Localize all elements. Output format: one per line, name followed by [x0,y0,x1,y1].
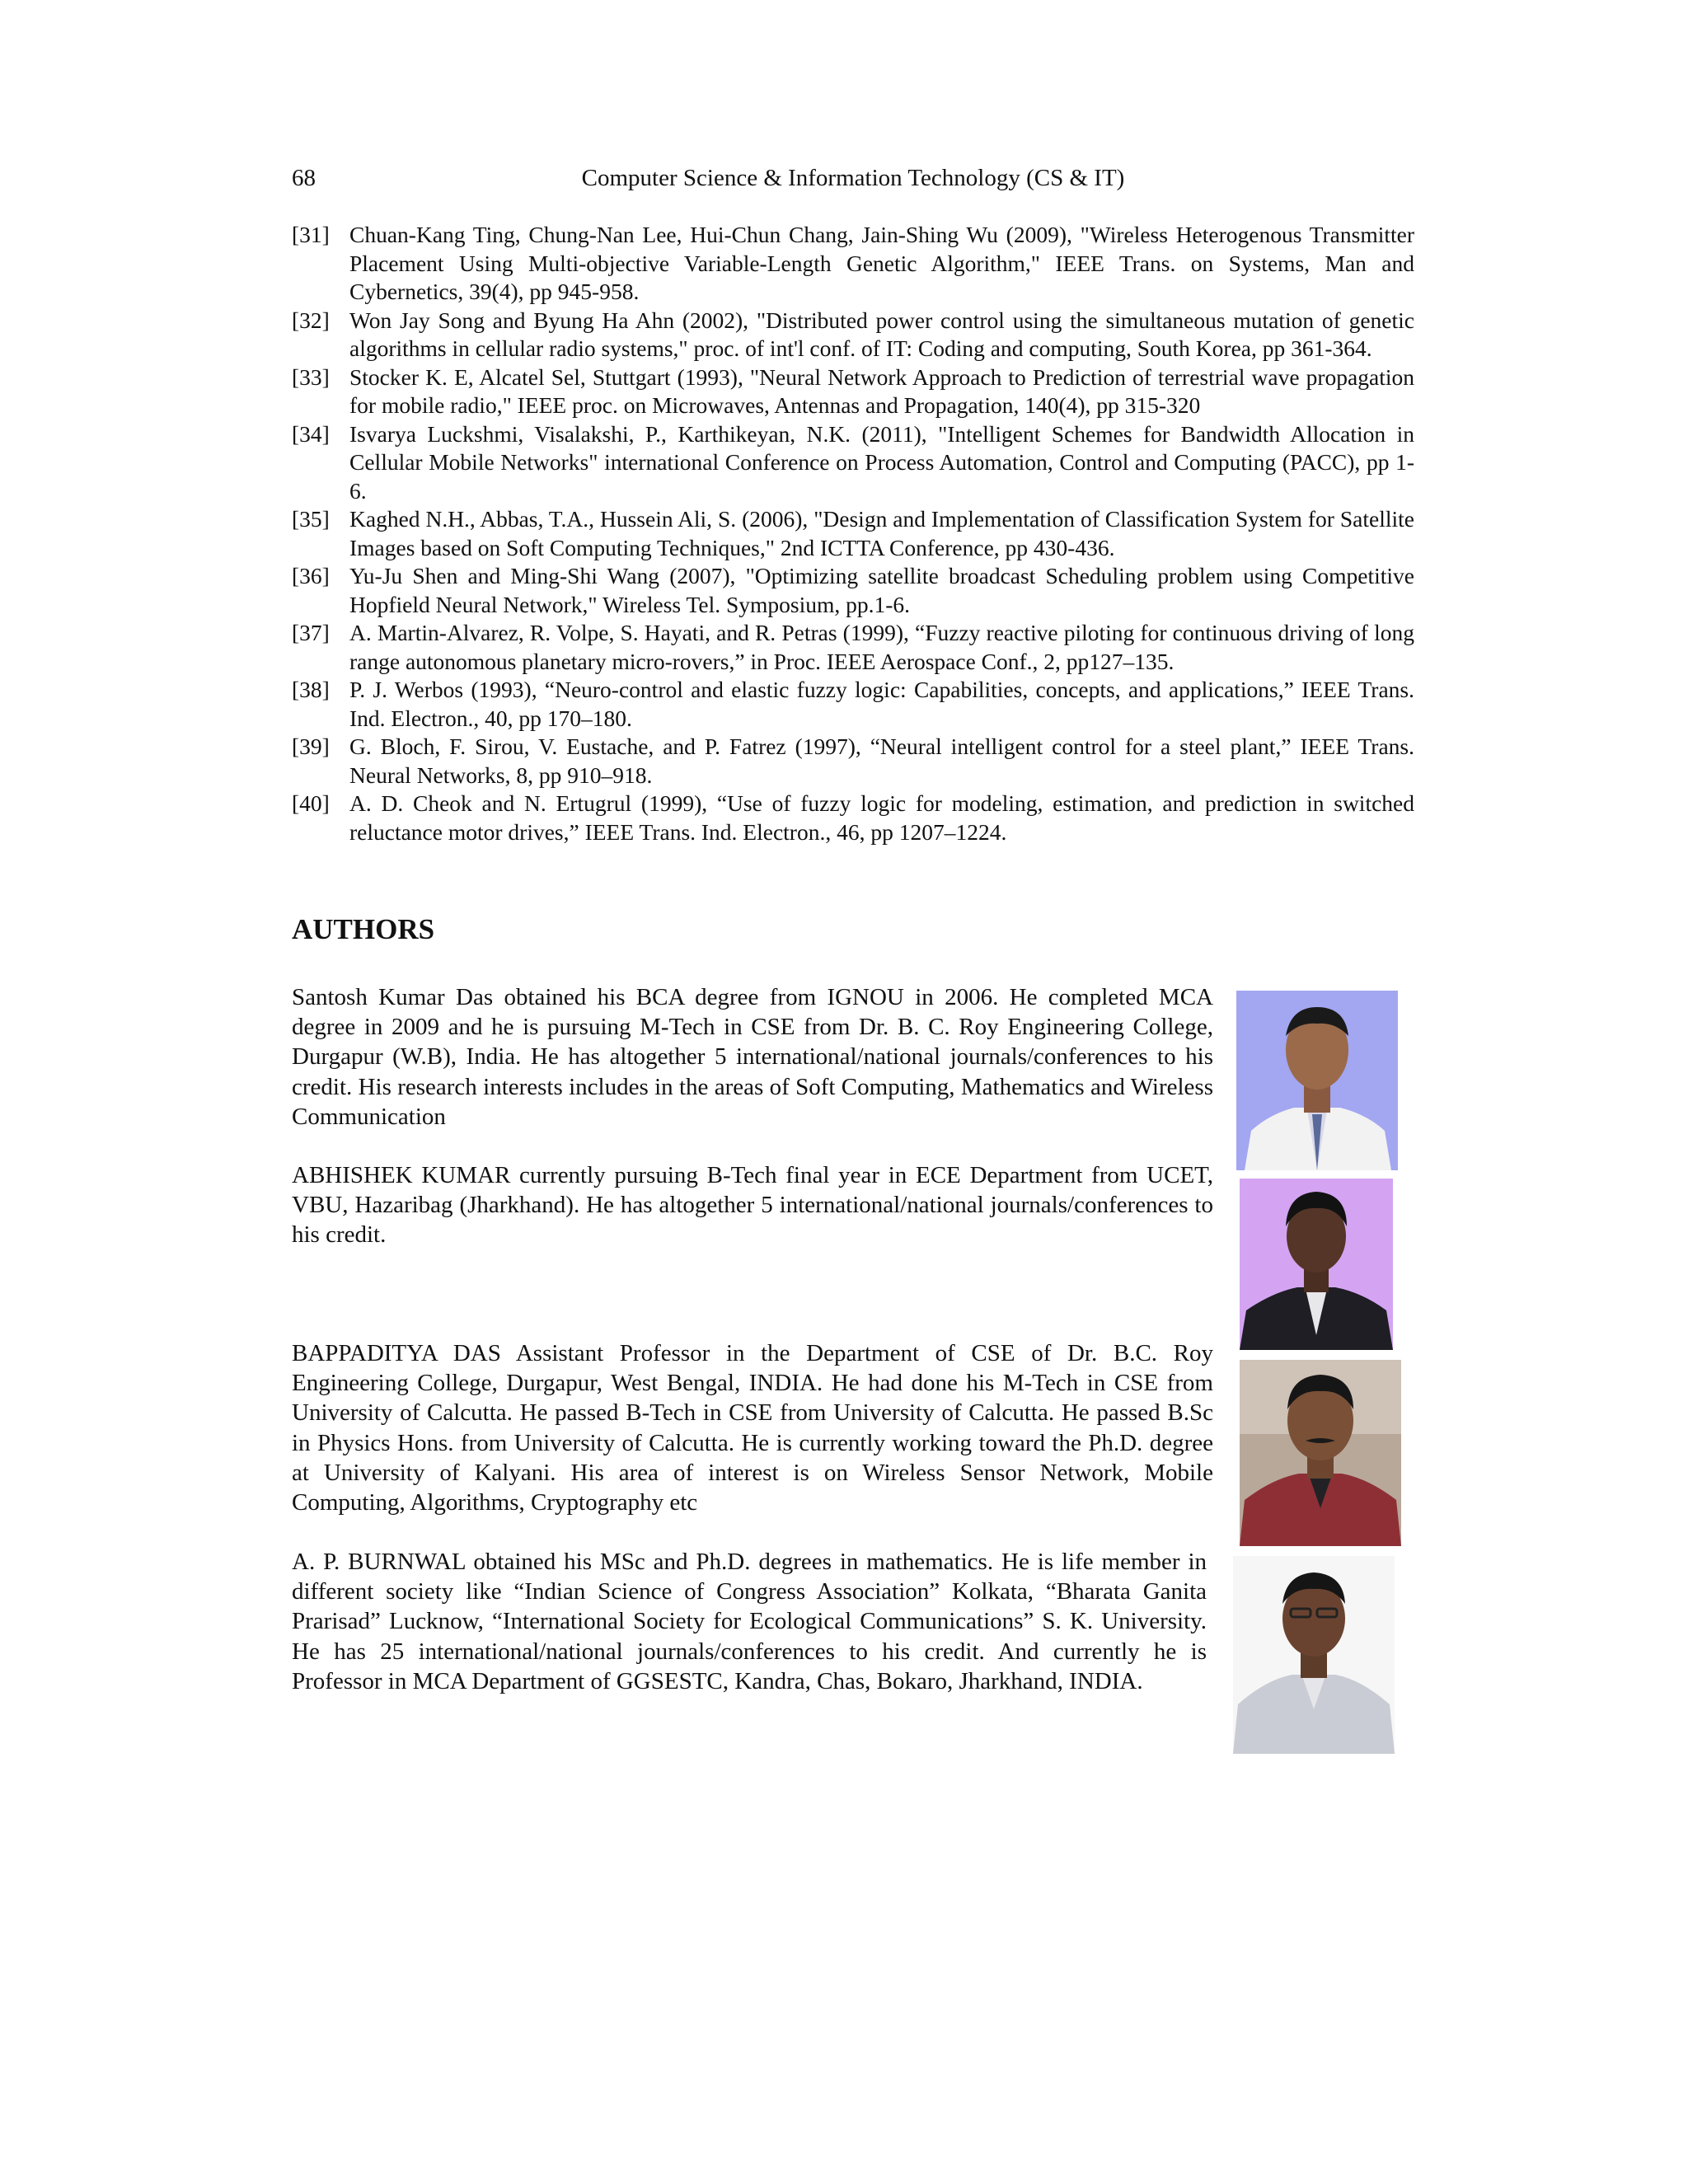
reference-number: [34] [292,420,330,447]
author-photo [1236,991,1398,1170]
page-header [292,162,1414,194]
reference-text: Stocker K. E, Alcatel Sel, Stuttgart (1993), "Neural Network Approach to Prediction of terrestrial wave propagation for mobile radio," IEEE proc. on Microwaves, Antennas and Propagation, 140(4), pp 315-320 [349,363,1414,418]
portrait-image [1233,1556,1395,1754]
reference-item [292,619,1414,676]
reference-text: Chuan-Kang Ting, Chung-Nan Lee, Hui-Chun Chang, Jain-Shing Wu (2009), "Wireless Heterogenous Transmitter Placement Using Multi-objective Variable-Length Genetic Algorithm," IEEE Trans. on Systems, Man and Cybernetics, 39(4), pp 945-958. [349,222,1414,304]
reference-text: A. D. Cheok and N. Ertugrul (1999), “Use of fuzzy logic for modeling, estimation, and prediction in switched reluctance motor drives,” IEEE Trans. Ind. Electron., 46, pp 1207–1224. [349,790,1414,845]
reference-number: [37] [292,620,330,645]
reference-item [292,790,1414,846]
reference-text: Yu-Ju Shen and Ming-Shi Wang (2007), "Optimizing satellite broadcast Scheduling problem using Competitive Hopfield Neural Network," Wireless Tel. Symposium, pp.1-6. [349,563,1414,617]
reference-number: [35] [292,506,330,532]
author-bio: A. P. BURNWAL obtained his MSc and Ph.D. degrees in mathematics. He is life member in different society like “Indian Science of Congress Association” Kolkata, “Bharata Ganita Prarisad” Lucknow, “International Society for Ecological Communications” S. K. University. He has 25 international/national journals/conferences to his credit. And currently he is Professor in MCA Department of GGSESTC, Kandra, Chas, Bokaro, Jharkhand, INDIA. [292,1549,1207,1694]
author-bio: ABHISHEK KUMAR currently pursuing B-Tech final year in ECE Department from UCET, VBU, Hazaribag (Jharkhand). He has altogether 5 international/national journals/conferences to his credit. [292,1162,1213,1249]
reference-item [292,676,1414,733]
reference-text: Won Jay Song and Byung Ha Ahn (2002), "Distributed power control using the simultaneous mutation of genetic algorithms in cellular radio systems," proc. of int'l conf. of IT: Coding and computing, South Korea, pp 361-364. [349,307,1414,361]
reference-item [292,562,1414,619]
running-title: Computer Science & Information Technology (CS & IT) [581,165,1125,191]
author-bio: Santosh Kumar Das obtained his BCA degree from IGNOU in 2006. He completed MCA degree in 2009 and he is pursuing M-Tech in CSE from Dr. B. C. Roy Engineering College, Durgapur (W.B), India. He has altogether 5 international/national journals/conferences to his credit. His research interests includes in the areas of Soft Computing, Mathematics and Wireless Communication [292,984,1213,1130]
portrait-image [1236,991,1398,1170]
portrait-image [1240,1179,1393,1350]
reference-text: A. Martin-Alvarez, R. Volpe, S. Hayati, and R. Petras (1999), “Fuzzy reactive piloting for continuous driving of long range autonomous planetary micro-rovers,” in Proc. IEEE Aerospace Conf., 2, pp127–135. [349,620,1414,674]
reference-text: Kaghed N.H., Abbas, T.A., Hussein Ali, S. (2006), "Design and Implementation of Classification System for Satellite Images based on Soft Computing Techniques," 2nd ICTTA Conference, pp 430-436. [349,506,1414,560]
reference-item [292,363,1414,420]
reference-item [292,307,1414,363]
author-photo [1240,1360,1401,1546]
reference-number: [39] [292,733,330,759]
portrait-image [1240,1360,1401,1546]
author-bio: BAPPADITYA DAS Assistant Professor in the Department of CSE of Dr. B.C. Roy Engineering College, Durgapur, West Bengal, INDIA. He had done his M-Tech in CSE from University of Calcutta. He passed B-Tech in CSE from University of Calcutta. He passed B.Sc in Physics Hons. from University of Calcutta. He is currently working toward the Ph.D. degree at University of Kalyani. His area of interest is on Wireless Sensor Network, Mobile Computing, Algorithms, Cryptography etc [292,1340,1213,1516]
reference-number: [32] [292,307,330,333]
page-number: 68 [292,165,316,191]
reference-number: [33] [292,363,330,390]
reference-number: [40] [292,790,330,816]
reference-text: G. Bloch, F. Sirou, V. Eustache, and P. Fatrez (1997), “Neural intelligent control for a steel plant,” IEEE Trans. Neural Networks, 8, pp 910–918. [349,733,1414,788]
reference-text: Isvarya Luckshmi, Visalakshi, P., Karthikeyan, N.K. (2011), "Intelligent Schemes for Bandwidth Allocation in Cellular Mobile Networks" international Conference on Process Automation, Control and Computing (PACC), pp 1-6. [349,420,1414,504]
reference-item [292,221,1414,307]
reference-text: P. J. Werbos (1993), “Neuro-control and elastic fuzzy logic: Capabilities, concepts, and applications,” IEEE Trans. Ind. Electron., 40, pp 170–180. [349,677,1414,731]
author-photo [1240,1179,1393,1350]
reference-item [292,505,1414,562]
reference-number: [36] [292,563,330,588]
authors-heading: AUTHORS [292,913,435,945]
reference-item [292,420,1414,506]
author-photo [1233,1556,1395,1754]
reference-number: [31] [292,222,330,247]
reference-item [292,733,1414,790]
reference-list [292,221,1414,846]
reference-number: [38] [292,677,330,702]
